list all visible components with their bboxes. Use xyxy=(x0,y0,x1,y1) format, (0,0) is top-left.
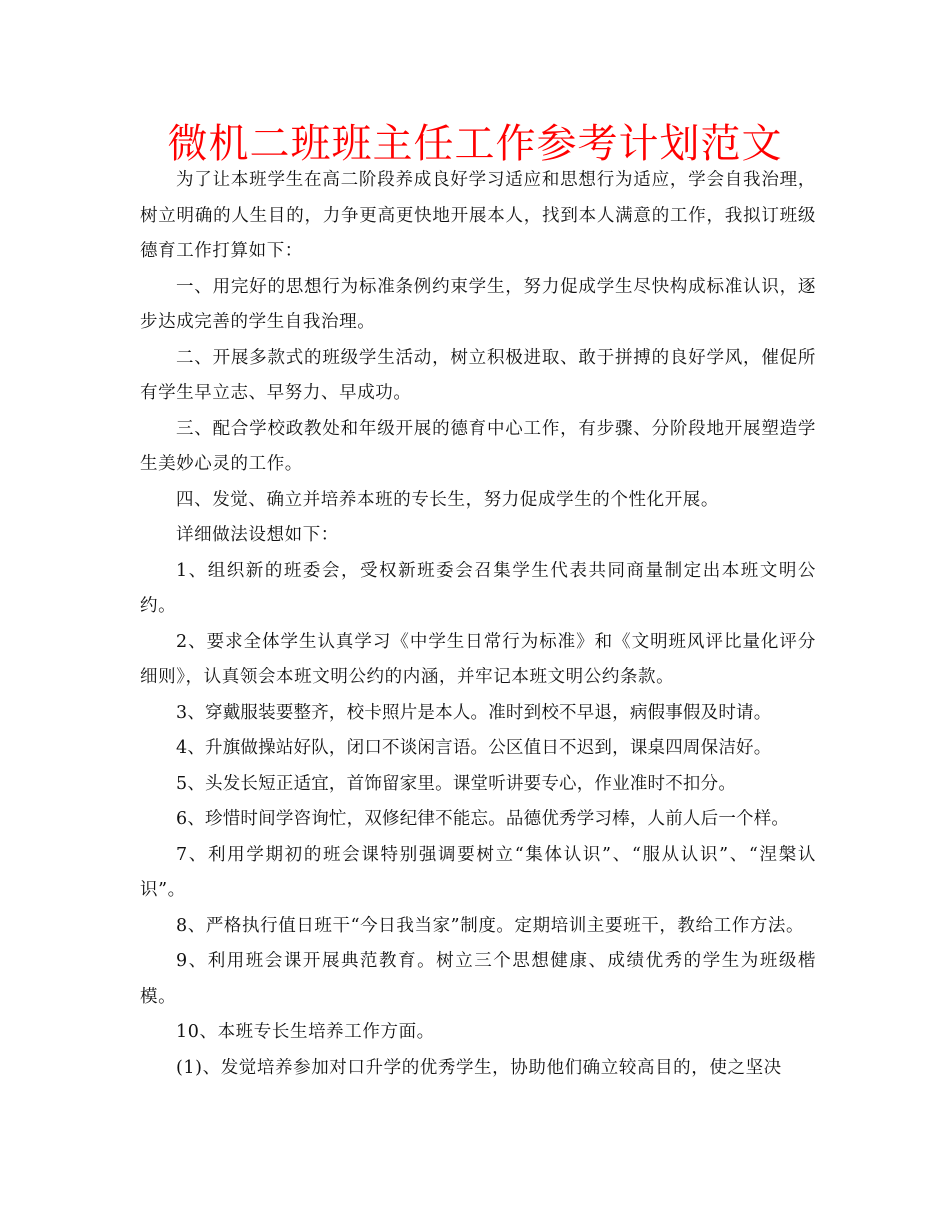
paragraph-item-8: 8、严格执行值日班干“今日我当家”制度。定期培训主要班干，教给工作方法。 xyxy=(176,915,805,936)
document-title: 微机二班班主任工作参考计划范文 xyxy=(167,121,783,167)
document-body xyxy=(140,163,816,1086)
paragraph-goal-3: 三、配合学校政教处和年级开展的德育中心工作，有步骤、分阶段地开展塑造学生美妙心灵的工作。 xyxy=(140,418,816,474)
paragraph-item-7: 7、利用学期初的班会课特别强调要树立“集体认识”、“服从认识”、“涅槃认识”。 xyxy=(140,844,816,900)
paragraph-item-1: 1、组织新的班委会，受权新班委会召集学生代表共同商量制定出本班文明公约。 xyxy=(140,560,816,616)
paragraph-goal-2: 二、开展多款式的班级学生活动，树立积极进取、敢于拼搏的良好学风，催促所有学生早立志、早努力、早成功。 xyxy=(140,347,816,403)
paragraph-item-6: 6、珍惜时间学咨询忙，双修纪律不能忘。品德优秀学习棒，人前人后一个样。 xyxy=(176,809,790,829)
paragraph-methods-heading: 详细做法设想如下： xyxy=(176,525,339,545)
paragraph-intro: 为了让本班学生在高二阶段养成良好学习适应和思想行为适应，学会自我治理，树立明确的人生目的，力争更高更快地开展本人，找到本人满意的工作，我拟订班级德育工作打算如下： xyxy=(140,170,816,261)
paragraph-goal-1: 一、用完好的思想行为标准条例约束学生，努力促成学生尽快构成标准认识，逐步达成完善的学生自我治理。 xyxy=(140,276,816,332)
paragraph-item-4: 4、升旗做操站好队，闭口不谈闲言语。公区值日不迟到，课桌四周保洁好。 xyxy=(176,738,772,758)
paragraph-item-3: 3、穿戴服装要整齐，校卡照片是本人。准时到校不早退，病假事假及时请。 xyxy=(176,702,772,723)
paragraph-item-9: 9、利用班会课开展典范教育。树立三个思想健康、成绩优秀的学生为班级楷模。 xyxy=(140,951,816,1007)
paragraph-item-10: 10、本班专长生培养工作方面。 xyxy=(176,1022,435,1042)
paragraph-item-10-1: (1)、发觉培养参加对口升学的优秀学生，协助他们确立较高目的，使之坚决 xyxy=(176,1057,782,1078)
paragraph-item-5: 5、头发长短正适宜，首饰留家里。课堂听讲要专心，作业准时不扣分。 xyxy=(176,773,737,794)
paragraph-item-2: 2、要求全体学生认真学习《中学生日常行为标准》和《文明班风评比量化评分细则》，认真领会本班文明公约的内涵，并牢记本班文明公约条款。 xyxy=(140,631,816,687)
paragraph-goal-4: 四、发觉、确立并培养本班的专长生，努力促成学生的个性化开展。 xyxy=(176,489,719,510)
